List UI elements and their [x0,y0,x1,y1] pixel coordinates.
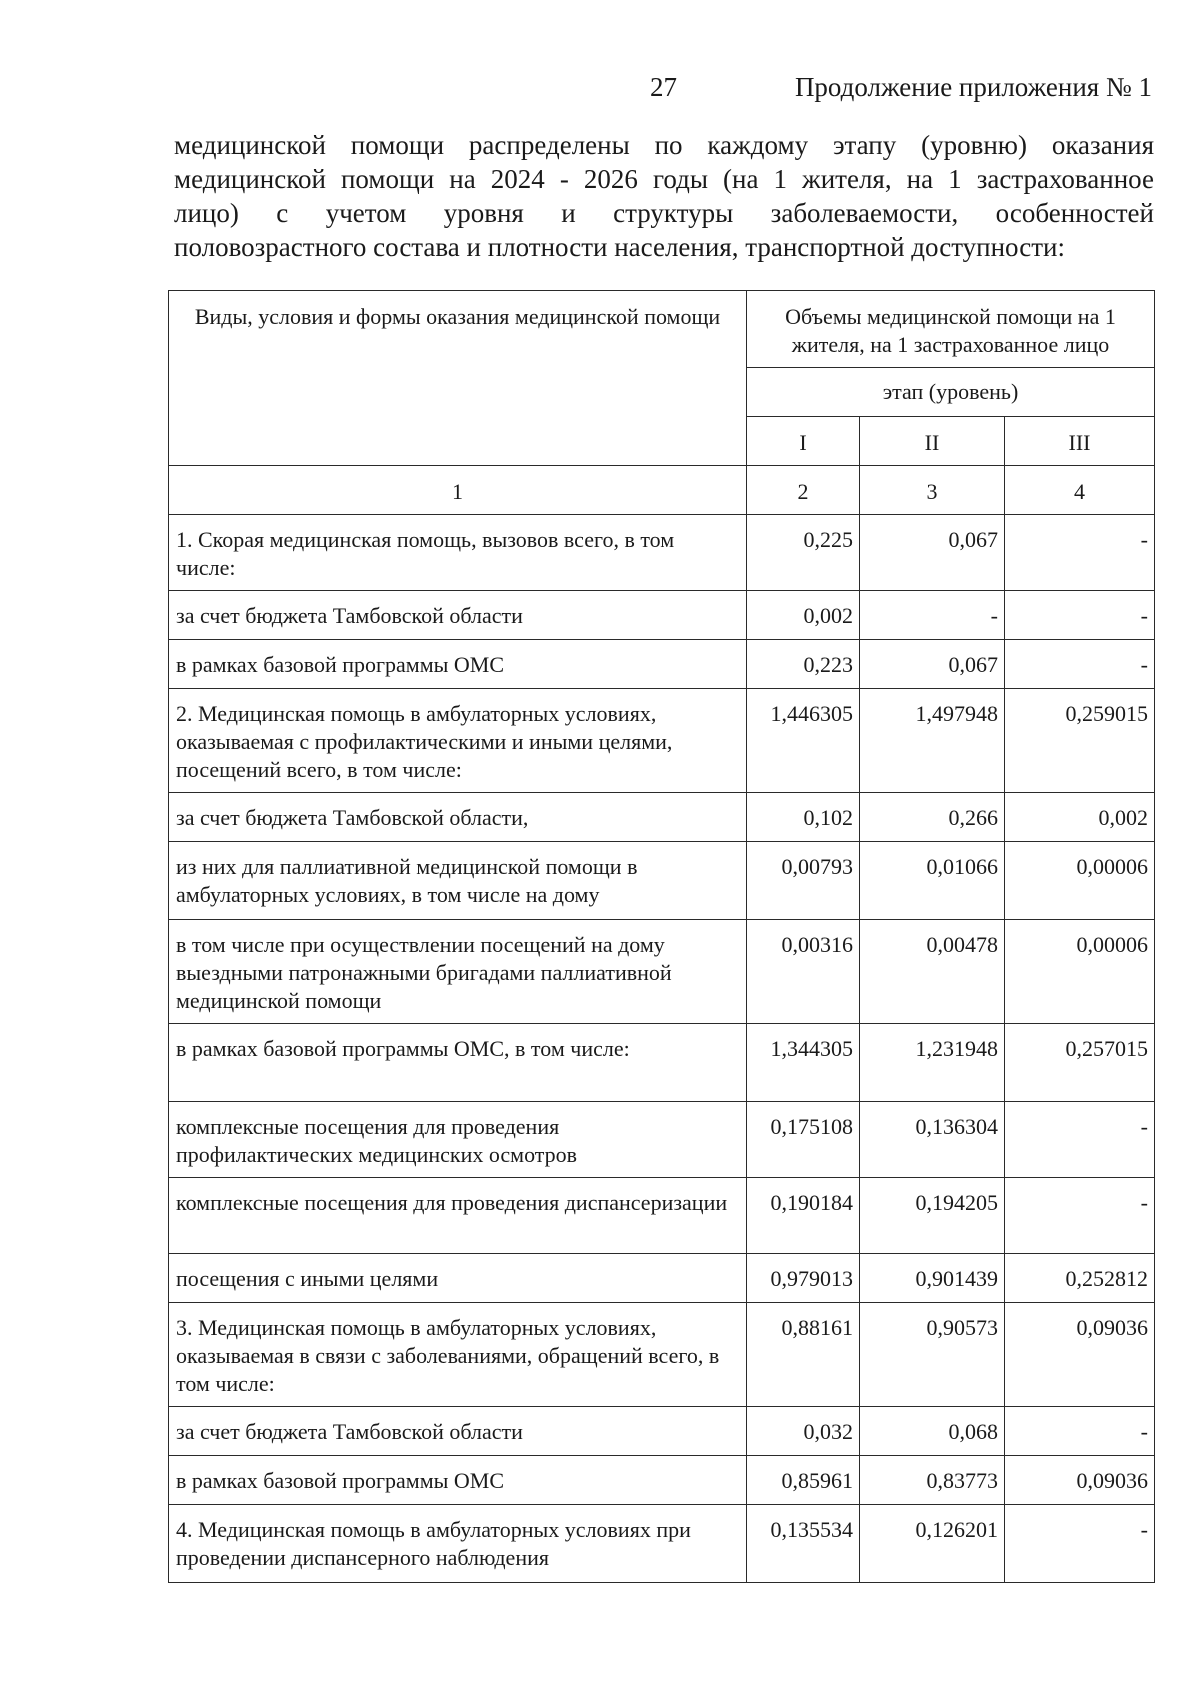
value-level-1: 0,88161 [747,1303,860,1407]
intro-line: половозрастного состава и плотности населения, транспортной доступности: [174,232,1065,262]
row-description: посещения с иными целями [169,1254,747,1303]
value-level-1: 0,102 [747,793,860,842]
value-level-2: 0,067 [860,515,1005,591]
value-level-1: 0,002 [747,591,860,640]
value-level-3: 0,252812 [1005,1254,1155,1303]
value-level-2: 0,194205 [860,1178,1005,1254]
header-kinds: Виды, условия и формы оказания медицинской помощи [169,291,747,466]
table-row [169,1024,1155,1102]
column-number: 4 [1005,466,1155,515]
row-description: в рамках базовой программы ОМС, в том числе: [169,1024,747,1102]
column-number: 1 [169,466,747,515]
value-level-3: - [1005,640,1155,689]
table-row [169,1505,1155,1583]
value-level-3: - [1005,1178,1155,1254]
value-level-3: - [1005,591,1155,640]
value-level-2: 0,01066 [860,842,1005,920]
value-level-2: 0,136304 [860,1102,1005,1178]
value-level-3: 0,00006 [1005,842,1155,920]
value-level-3: 0,00006 [1005,920,1155,1024]
row-description: из них для паллиативной медицинской помощи в амбулаторных условиях, в том числе на дому [169,842,747,920]
value-level-1: 0,175108 [747,1102,860,1178]
value-level-3: 0,09036 [1005,1303,1155,1407]
column-number: 2 [747,466,860,515]
intro-line: медицинской помощи распределены по каждому этапу (уровню) оказания [174,130,1154,160]
value-level-2: 0,90573 [860,1303,1005,1407]
table-row [169,1456,1155,1505]
page-number: 27 [650,72,677,102]
row-description: 3. Медицинская помощь в амбулаторных условиях, оказываемая в связи с заболеваниями, обращений всего, в том числе: [169,1303,747,1407]
value-level-2: 0,00478 [860,920,1005,1024]
table-row [169,1102,1155,1178]
header-level: II [860,417,1005,466]
table-row [169,689,1155,793]
row-description: за счет бюджета Тамбовской области [169,1407,747,1456]
header-level: I [747,417,860,466]
value-level-1: 0,85961 [747,1456,860,1505]
row-description: 1. Скорая медицинская помощь, вызовов всего, в том числе: [169,515,747,591]
table-row [169,591,1155,640]
header-volume: Объемы медицинской помощи на 1 жителя, на 1 застрахованное лицо [747,291,1155,368]
value-level-2: 0,126201 [860,1505,1005,1583]
volumes-table [168,290,1155,1583]
value-level-1: 1,446305 [747,689,860,793]
value-level-2: 0,266 [860,793,1005,842]
table-row [169,1303,1155,1407]
value-level-3: 0,09036 [1005,1456,1155,1505]
value-level-3: 0,259015 [1005,689,1155,793]
value-level-1: 0,225 [747,515,860,591]
intro-line: медицинской помощи на 2024 - 2026 годы (на 1 жителя, на 1 застрахованное [174,164,1154,194]
appendix-note: Продолжение приложения № 1 [794,72,1152,102]
value-level-2: - [860,591,1005,640]
value-level-3: - [1005,1505,1155,1583]
table-row [169,1407,1155,1456]
table-body [169,515,1155,1583]
value-level-3: 0,002 [1005,793,1155,842]
row-description: за счет бюджета Тамбовской области, [169,793,747,842]
row-description: в том числе при осуществлении посещений на дому выездными патронажными бригадами паллиативной медицинской помощи [169,920,747,1024]
value-level-2: 1,497948 [860,689,1005,793]
value-level-2: 0,901439 [860,1254,1005,1303]
value-level-1: 1,344305 [747,1024,860,1102]
row-description: 2. Медицинская помощь в амбулаторных условиях, оказываемая с профилактическими и иными целями, посещений всего, в том числе: [169,689,747,793]
value-level-1: 0,032 [747,1407,860,1456]
value-level-1: 0,190184 [747,1178,860,1254]
value-level-1: 0,135534 [747,1505,860,1583]
table-row [169,920,1155,1024]
table-row [169,1254,1155,1303]
row-description: 4. Медицинская помощь в амбулаторных условиях при проведении диспансерного наблюдения [169,1505,747,1583]
value-level-2: 0,067 [860,640,1005,689]
intro-paragraph [174,128,1154,264]
column-number: 3 [860,466,1005,515]
row-description: в рамках базовой программы ОМС [169,640,747,689]
header-stage: этап (уровень) [747,368,1155,417]
intro-line: лицо) с учетом уровня и структуры заболеваемости, особенностей [174,198,1154,228]
value-level-3: - [1005,1407,1155,1456]
row-description: за счет бюджета Тамбовской области [169,591,747,640]
table-row [169,793,1155,842]
value-level-3: - [1005,515,1155,591]
value-level-2: 0,83773 [860,1456,1005,1505]
table-row [169,640,1155,689]
value-level-1: 0,00316 [747,920,860,1024]
value-level-1: 0,979013 [747,1254,860,1303]
row-description: комплексные посещения для проведения диспансеризации [169,1178,747,1254]
row-description: комплексные посещения для проведения профилактических медицинских осмотров [169,1102,747,1178]
row-description: в рамках базовой программы ОМС [169,1456,747,1505]
value-level-1: 0,00793 [747,842,860,920]
header-level: III [1005,417,1155,466]
table-row [169,515,1155,591]
page-header [0,72,1200,112]
value-level-2: 1,231948 [860,1024,1005,1102]
table-row [169,842,1155,920]
value-level-1: 0,223 [747,640,860,689]
value-level-3: - [1005,1102,1155,1178]
table-row [169,1178,1155,1254]
value-level-3: 0,257015 [1005,1024,1155,1102]
value-level-2: 0,068 [860,1407,1005,1456]
